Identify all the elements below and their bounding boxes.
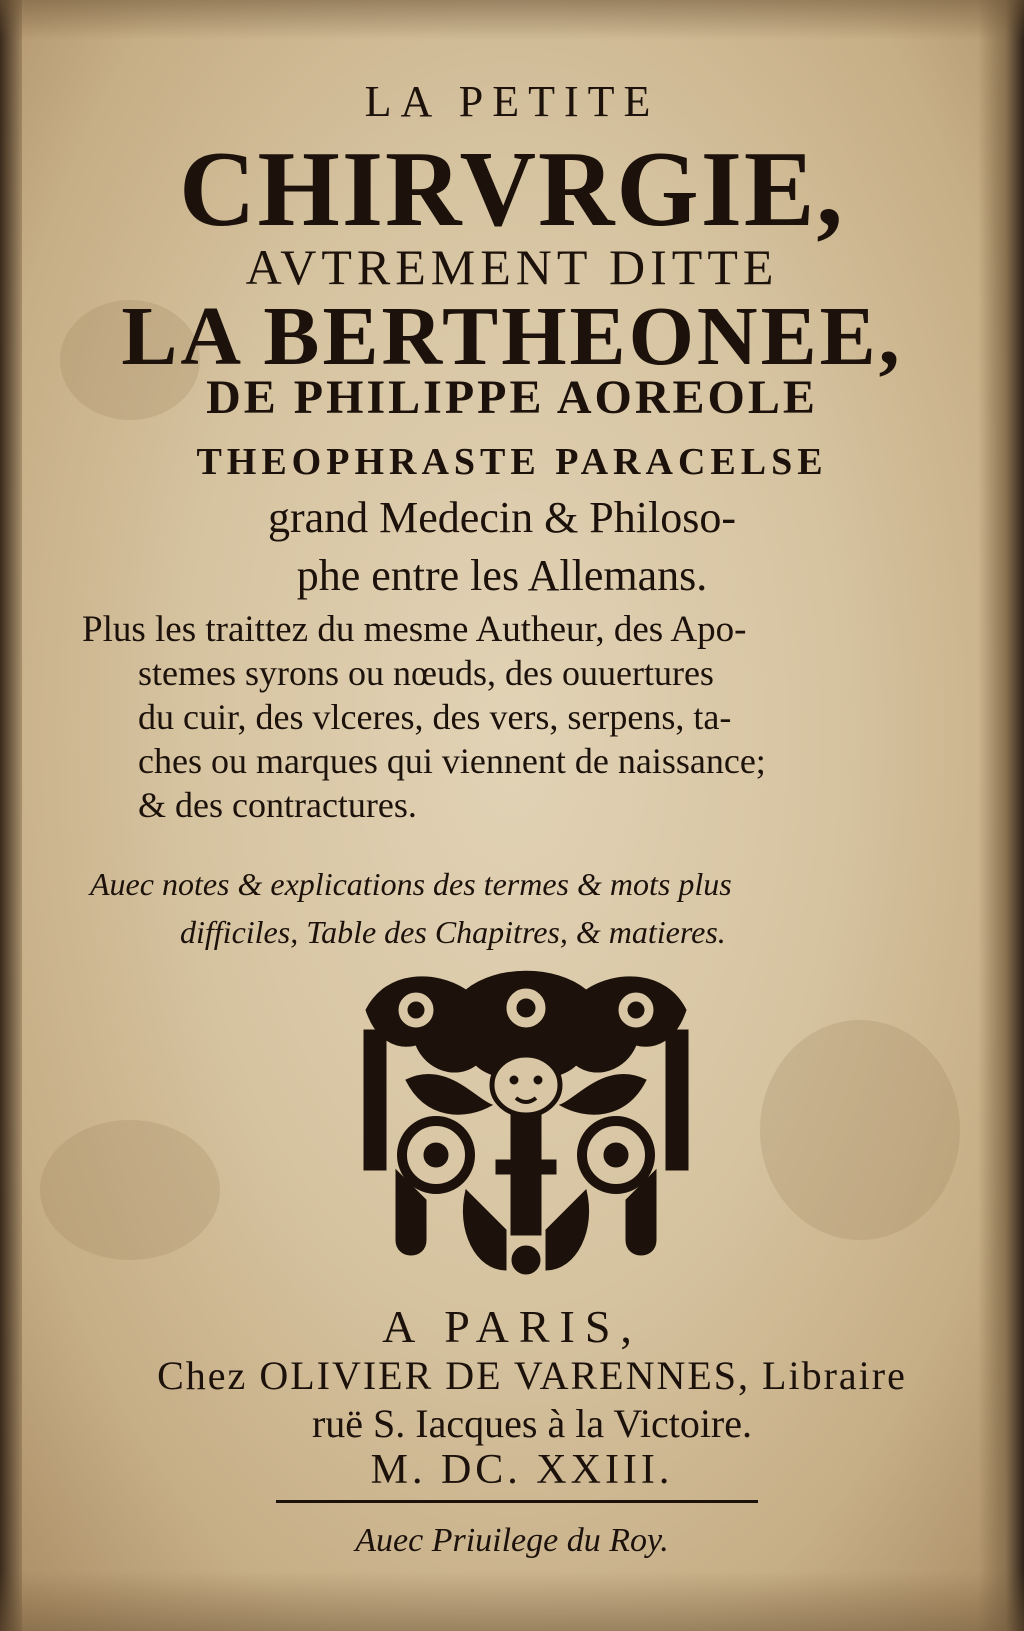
imprint-year: M. DC. XXIII. [370,1447,674,1493]
contents-line-2: stemes syrons ou nœuds, des ouuertures [138,653,714,693]
privilege-line: Auec Priuilege du Roy. [355,1522,669,1559]
author-description-line-2: phe entre les Allemans. [296,551,708,600]
paper-stain [40,1120,220,1260]
worn-bottom-edge [0,1571,1024,1631]
title-line-la-petite: LA PETITE [364,77,660,126]
author-line-paracelse: THEOPHRASTE PARACELSE [196,441,828,483]
notes-line-2: difficiles, Table des Chapitres, & matieres. [180,914,726,950]
printers-device-ornament [356,970,696,1280]
contents-line-1: Plus les traittez du mesme Autheur, des Apo- [82,609,747,650]
horizontal-rule [276,1500,758,1503]
contents-line-5: & des contractures. [138,785,417,825]
title-line-main: CHIRVRGIE, [179,130,845,249]
contents-line-4: ches ou marques qui viennent de naissance; [138,741,766,781]
imprint-address: ruë S. Iacques à la Victoire. [311,1401,753,1446]
contents-line-3: du cuir, des vlceres, des vers, serpens, ta- [138,697,732,737]
paper-stain [760,1020,960,1240]
title-line-autrement-ditte: AVTREMENT DITTE [245,239,779,295]
imprint-publisher: Chez OLIVIER DE VARENNES, Libraire [157,1353,907,1398]
title-line-bertheonee: LA BERTHEONEE, [121,290,903,383]
notes-line-1: Auec notes & explications des termes & mots plus [90,866,732,902]
imprint-city: A PARIS, [382,1301,642,1352]
worn-top-edge [0,0,1024,40]
author-description-line-1: grand Medecin & Philoso- [267,493,737,542]
author-line-philippe: DE PHILIPPE AOREOLE [206,371,818,424]
